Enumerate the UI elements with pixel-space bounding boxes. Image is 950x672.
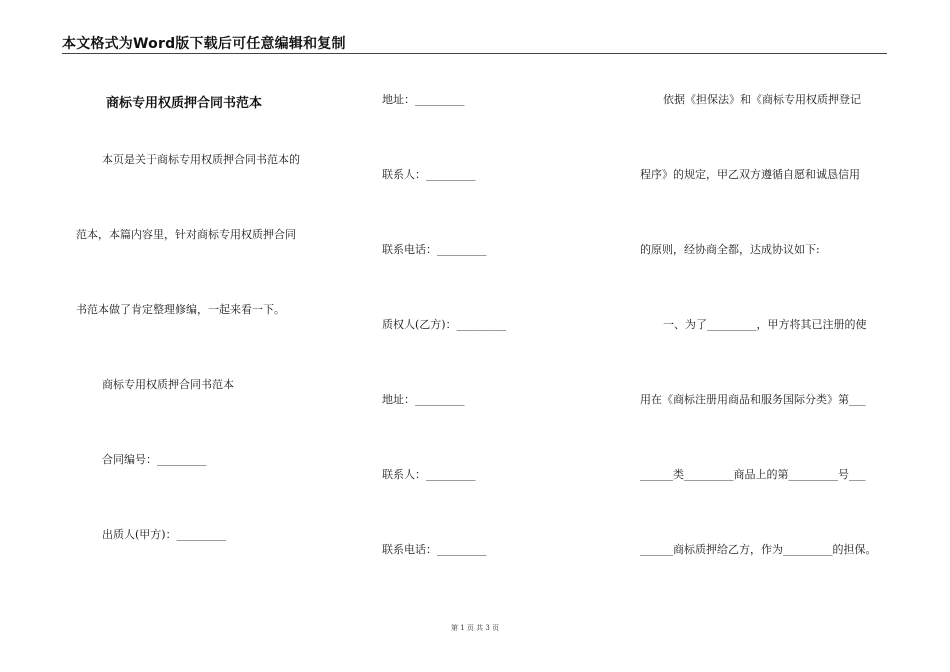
basis-line-3: 的原则，经协商全都，达成协议如下:: [640, 243, 820, 256]
column-3: [630, 0, 900, 672]
subtitle-line: 商标专用权质押合同书范本: [102, 378, 234, 391]
intro-line-1: 本页是关于商标专用权质押合同书范本的: [102, 153, 300, 166]
page-number: 第 1 页 共 3 页: [450, 624, 500, 632]
pledgee-phone-line: 联系电话：_________: [382, 543, 487, 556]
pledgee-line: 质权人(乙方)：_________: [382, 318, 507, 331]
clause-1-line-2: 用在《商标注册用商品和服务国际分类》第___: [640, 393, 866, 406]
intro-line-2: 范本，本篇内容里，针对商标专用权质押合同: [76, 228, 296, 241]
clause-1-line-4: ______商标质押给乙方，作为_________的担保。: [640, 543, 877, 556]
column-1: [62, 0, 337, 672]
pledgor-contact-line: 联系人：_________: [382, 168, 476, 181]
clause-1-line-1: 一、为了_________，甲方将其已注册的使: [663, 318, 867, 331]
basis-line-2: 程序》的规定，甲乙双方遵循自愿和诚恳信用: [640, 168, 860, 181]
pledgor-phone-line: 联系电话：_________: [382, 243, 487, 256]
clause-1-line-3: ______类_________商品上的第_________号___: [640, 468, 866, 481]
pledgor-address-line: 地址：_________: [382, 93, 465, 106]
basis-line-1: 依据《担保法》和《商标专用权质押登记: [663, 93, 861, 106]
pledgee-address-line: 地址：_________: [382, 393, 465, 406]
pledgor-line: 出质人(甲方)：_________: [102, 528, 227, 541]
pledgee-contact-line: 联系人：_________: [382, 468, 476, 481]
document-header: 本文格式为Word版下载后可任意编辑和复制: [62, 36, 346, 52]
contract-number-line: 合同编号：_________: [102, 453, 207, 466]
document-title: 商标专用权质押合同书范本: [106, 96, 263, 111]
intro-line-3: 书范本做了肯定整理修编，一起来看一下。: [76, 303, 285, 316]
column-2: [370, 0, 625, 672]
